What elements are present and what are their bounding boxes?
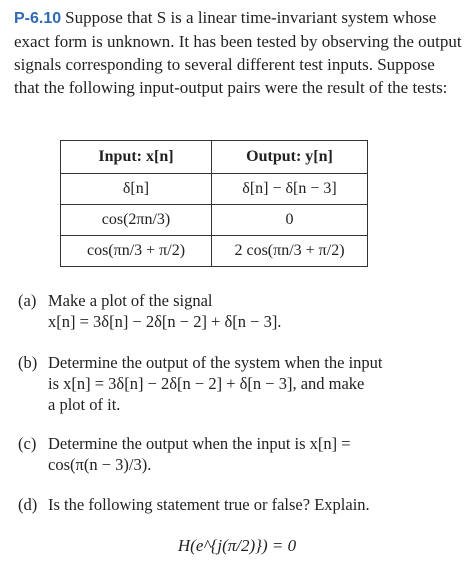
part-b-text-line1: Determine the output of the system when the input (48, 353, 383, 372)
table-cell-input: cos(2πn/3) (61, 205, 212, 236)
part-b (18, 352, 458, 415)
table-cell-input: δ[n] (61, 174, 212, 205)
part-c-text-line2: cos(π(n − 3)/3). (48, 455, 152, 474)
part-a-label: (a) (18, 291, 37, 310)
table-cell-input: cos(πn/3 + π/2) (61, 236, 212, 267)
part-c (18, 433, 458, 475)
table-cell-output: δ[n] − δ[n − 3] (212, 174, 368, 205)
part-d-text: Is the following statement true or false? Explain. (48, 495, 370, 514)
table-header-input: Input: x[n] (61, 141, 212, 174)
problem-number: P-6.10 (14, 10, 62, 27)
problem-statement (14, 6, 462, 99)
part-b-text-line2: is x[n] = 3δ[n] − 2δ[n − 2] + δ[n − 3], and make (48, 374, 365, 393)
part-a (18, 290, 458, 332)
part-c-text-line1: Determine the output when the input is x[n] = (48, 434, 351, 453)
part-b-text-line3: a plot of it. (48, 395, 121, 414)
part-b-label: (b) (18, 353, 38, 372)
table-row (61, 236, 368, 267)
input-output-table (60, 140, 368, 267)
part-c-label: (c) (18, 434, 37, 453)
table-header-row (61, 141, 368, 174)
part-d-label: (d) (18, 495, 38, 514)
problem-intro-text: Suppose that S is a linear time-invariant system whose exact form is unknown. It has been tested by observing the output signals corresponding to several different test inputs. Suppose that the following input-output pairs were the result of the tests: (14, 8, 462, 97)
part-d-equation: H(e^{j(π/2)}) = 0 (177, 536, 297, 555)
table-row (61, 205, 368, 236)
table-cell-output: 0 (212, 205, 368, 236)
table-row (61, 174, 368, 205)
part-d (18, 494, 458, 515)
part-a-equation: x[n] = 3δ[n] − 2δ[n − 2] + δ[n − 3]. (48, 312, 282, 331)
part-a-text: Make a plot of the signal (48, 291, 213, 310)
problem-intro (14, 6, 462, 99)
table-cell-output: 2 cos(πn/3 + π/2) (212, 236, 368, 267)
table-header-output: Output: y[n] (212, 141, 368, 174)
